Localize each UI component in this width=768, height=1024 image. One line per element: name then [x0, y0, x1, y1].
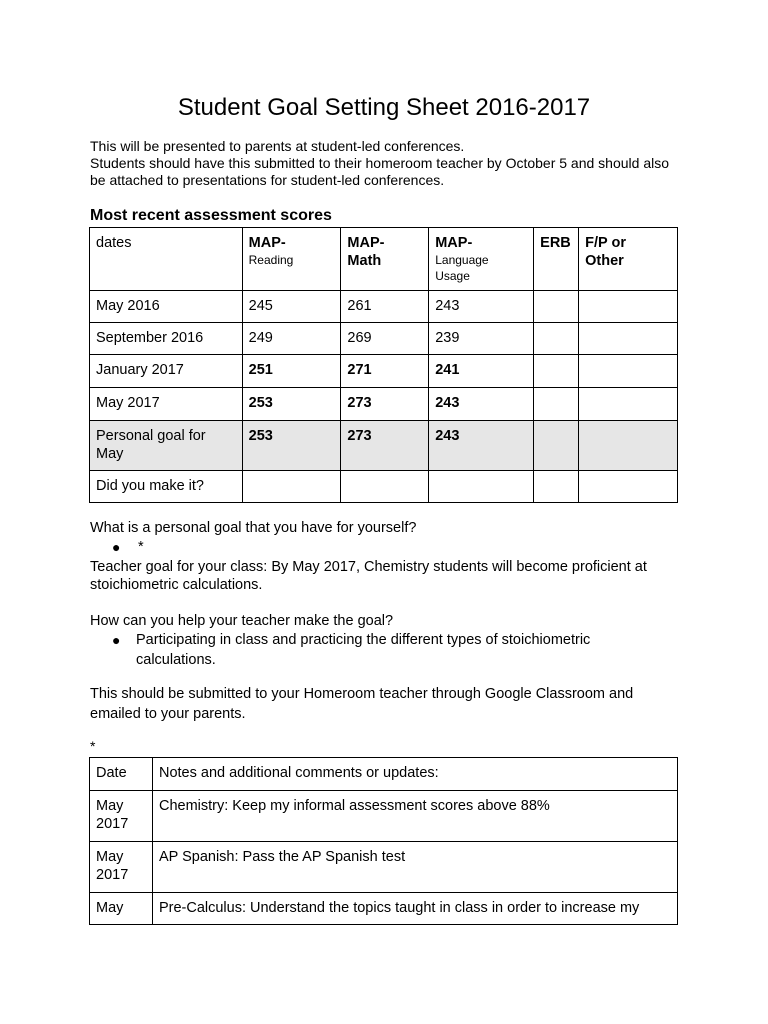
cell-reading: 253 — [242, 421, 341, 471]
help-bullet-line-1: Participating in class and practicing the different types of stoichiometric — [136, 632, 591, 648]
cell-reading — [242, 471, 341, 503]
header-erb: ERB — [534, 228, 579, 291]
header-dates: dates — [90, 228, 243, 291]
table-row — [90, 471, 678, 503]
cell-math: 273 — [341, 421, 429, 471]
header-map-language-usage: MAP- Language Usage — [429, 228, 534, 291]
cell-reading: 251 — [242, 355, 341, 388]
row-date: May 2016 — [90, 291, 243, 323]
teacher-goal-line-2: stoichiometric calculations. — [90, 577, 263, 593]
cell-fp — [579, 421, 678, 471]
cell-math: 269 — [341, 323, 429, 355]
cell-reading: 253 — [242, 388, 341, 421]
note-date: May 2017 — [90, 791, 153, 842]
cell-reading: 249 — [242, 323, 341, 355]
row-date: September 2016 — [90, 323, 243, 355]
notes-header-row — [90, 758, 678, 791]
note-text: AP Spanish: Pass the AP Spanish test — [152, 842, 677, 893]
cell-language: 243 — [429, 291, 534, 323]
submit-note-line-1: This should be submitted to your Homeroom teacher through Google Classroom and — [90, 686, 634, 702]
intro-line-3: be attached to presentations for student-led conferences. — [90, 172, 445, 188]
cell-language — [429, 471, 534, 503]
cell-erb — [534, 388, 579, 421]
table-row — [90, 893, 678, 925]
cell-language: 243 — [429, 421, 534, 471]
personal-goal-bullet: * — [138, 539, 144, 555]
cell-erb — [534, 421, 579, 471]
table-row — [90, 388, 678, 421]
bullet-dot-icon: ● — [112, 632, 121, 648]
note-date: May 2017 — [90, 842, 153, 893]
help-bullet-line-2: calculations. — [136, 652, 216, 668]
cell-reading: 245 — [242, 291, 341, 323]
cell-erb — [534, 471, 579, 503]
scores-header-row — [90, 228, 678, 291]
scores-heading: Most recent assessment scores — [90, 207, 332, 224]
cell-language: 241 — [429, 355, 534, 388]
cell-fp — [579, 471, 678, 503]
row-date: May 2017 — [90, 388, 243, 421]
table-row — [90, 323, 678, 355]
asterisk-note: * — [90, 738, 96, 754]
cell-fp — [579, 323, 678, 355]
cell-math: 261 — [341, 291, 429, 323]
cell-erb — [534, 323, 579, 355]
header-date: Date — [90, 758, 153, 791]
header-map-reading: MAP- Reading — [242, 228, 341, 291]
table-row-personal-goal — [90, 421, 678, 471]
note-text: Chemistry: Keep my informal assessment scores above 88% — [152, 791, 677, 842]
help-question: How can you help your teacher make the goal? — [90, 613, 394, 629]
header-notes: Notes and additional comments or updates: — [152, 758, 677, 791]
row-date: Did you make it? — [90, 471, 243, 503]
table-row — [90, 291, 678, 323]
page-title: Student Goal Setting Sheet 2016-2017 — [177, 94, 591, 121]
row-date: Personal goal for May — [90, 421, 243, 471]
teacher-goal-line-1: Teacher goal for your class: By May 2017, Chemistry students will become proficient at — [90, 559, 647, 575]
scores-table — [89, 227, 678, 503]
bullet-dot-icon: ● — [112, 539, 121, 555]
cell-math: 273 — [341, 388, 429, 421]
table-row — [90, 791, 678, 842]
note-date: May — [90, 893, 153, 925]
row-date: January 2017 — [90, 355, 243, 388]
cell-erb — [534, 355, 579, 388]
note-text: Pre-Calculus: Understand the topics taught in class in order to increase my — [152, 893, 677, 925]
cell-language: 239 — [429, 323, 534, 355]
cell-erb — [534, 291, 579, 323]
personal-goal-question: What is a personal goal that you have for yourself? — [90, 520, 417, 536]
cell-fp — [579, 388, 678, 421]
notes-table — [89, 757, 678, 925]
header-fp-other: F/P or Other — [579, 228, 678, 291]
intro-line-2: Students should have this submitted to their homeroom teacher by October 5 and should also — [90, 155, 670, 171]
submit-note-line-2: emailed to your parents. — [90, 706, 246, 722]
cell-math — [341, 471, 429, 503]
table-row — [90, 842, 678, 893]
table-row — [90, 355, 678, 388]
intro-line-1: This will be presented to parents at student-led conferences. — [90, 138, 465, 154]
cell-math: 271 — [341, 355, 429, 388]
cell-language: 243 — [429, 388, 534, 421]
header-map-math: MAP- Math — [341, 228, 429, 291]
cell-fp — [579, 291, 678, 323]
cell-fp — [579, 355, 678, 388]
